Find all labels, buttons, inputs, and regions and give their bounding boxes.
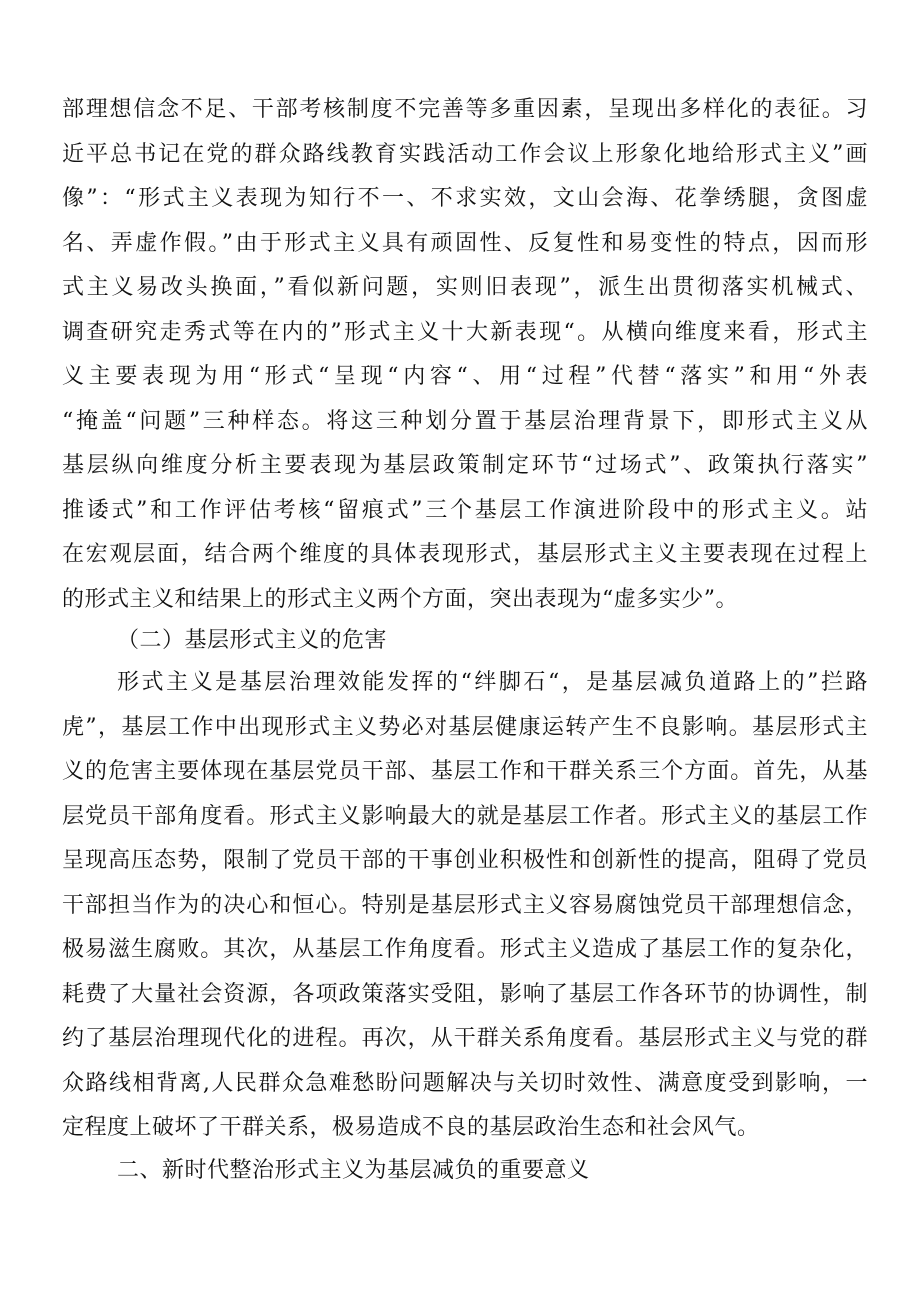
- paragraph-line: 义的危害主要体现在基层党员干部、基层工作和干群关系三个方面。首先，从基: [62, 759, 868, 784]
- paragraph-line: 名、弄虚作假。”由于形式主义具有顽固性、反复性和易变性的特点，因而形: [62, 231, 868, 256]
- section-heading: 二、新时代整治形式主义为基层减负的重要意义: [117, 1158, 590, 1183]
- paragraph-line: 式主义易改头换面，”看似新问题，实则旧表现”，派生出贯彻落实机械式、: [62, 275, 868, 300]
- paragraph-line: 近平总书记在党的群众路线教育实践活动工作会议上形象化地给形式主义”画: [62, 142, 868, 167]
- paragraph-line: 部理想信念不足、干部考核制度不完善等多重因素，呈现出多样化的表征。习: [62, 97, 868, 122]
- paragraph-line: 耗费了大量社会资源，各项政策落实受阻，影响了基层工作各环节的协调性，制: [62, 982, 868, 1007]
- paragraph-line: 众路线相背离,人民群众急难愁盼问题解决与关切时效性、满意度受到影响，一: [62, 1071, 868, 1096]
- paragraph-line: 约了基层治理现代化的进程。再次，从干群关系角度看。基层形式主义与党的群: [62, 1026, 868, 1051]
- paragraph-line: 极易滋生腐败。其次，从基层工作角度看。形式主义造成了基层工作的复杂化，: [62, 937, 868, 962]
- paragraph-line: 义主要表现为用“形式“呈现“内容“、用“过程”代替“落实”和用“外表: [62, 364, 868, 389]
- paragraph-line: 调查研究走秀式等在内的”形式主义十大新表现“。从横向维度来看，形式主: [62, 320, 868, 345]
- paragraph-line: “掩盖“问题”三种样态。将这三种划分置于基层治理背景下，即形式主义从: [62, 409, 868, 434]
- paragraph-line: 呈现高压态势，限制了党员干部的干事创业积极性和创新性的提高，阻碍了党员: [62, 848, 868, 873]
- paragraph-line: 基层纵向维度分析主要表现为基层政策制定环节“过场式”、政策执行落实”: [62, 453, 868, 478]
- section-heading: （二）基层形式主义的危害: [117, 628, 388, 653]
- paragraph-line: 干部担当作为的决心和恒心。特别是基层形式主义容易腐蚀党员干部理想信念，: [62, 893, 868, 918]
- paragraph-line: 虎”，基层工作中出现形式主义势必对基层健康运转产生不良影响。基层形式主: [62, 715, 868, 740]
- paragraph-line: 定程度上破坏了干群关系，极易造成不良的基层政治生态和社会风气。: [62, 1115, 760, 1140]
- paragraph-line: 层党员干部角度看。形式主义影响最大的就是基层工作者。形式主义的基层工作: [62, 804, 868, 829]
- paragraph-line: 形式主义是基层治理效能发挥的“绊脚石“，是基层减负道路上的”拦路: [117, 670, 868, 695]
- paragraph-line: 在宏观层面，结合两个维度的具体表现形式，基层形式主义主要表现在过程上: [62, 542, 868, 567]
- paragraph-line: 推诿式”和工作评估考核“留痕式”三个基层工作演进阶段中的形式主义。站: [62, 498, 868, 523]
- paragraph-line: 的形式主义和结果上的形式主义两个方面，突出表现为“虚多实少”。: [62, 587, 738, 612]
- paragraph-line: 像”：“形式主义表现为知行不一、不求实效，文山会海、花拳绣腿，贪图虚: [62, 186, 868, 211]
